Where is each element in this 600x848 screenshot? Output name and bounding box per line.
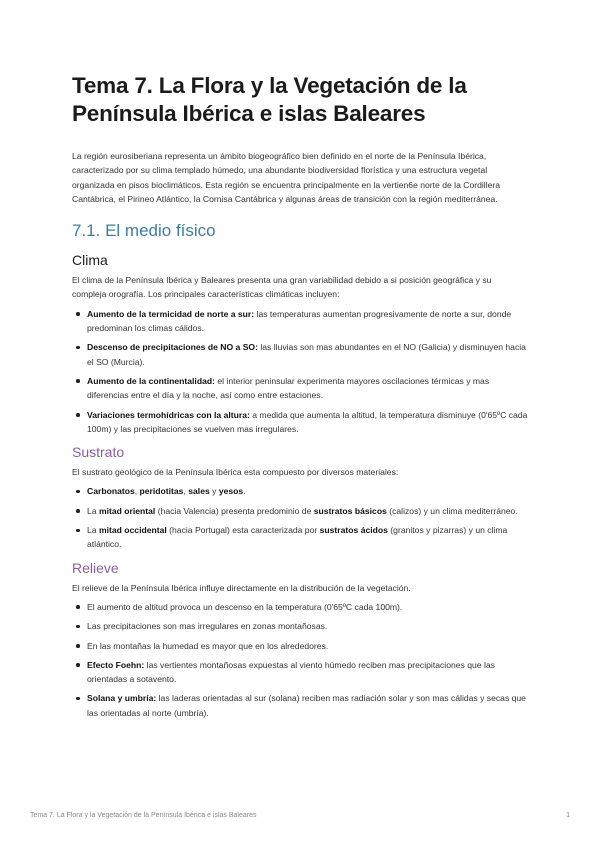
list-item (72, 307, 528, 336)
list-item-text: (hacia Valencia) presenta predominio de (155, 505, 314, 516)
list-item-bold: Solana y umbría: (87, 693, 157, 704)
section-heading: 7.1. El medio físico (72, 221, 216, 241)
list-item-text: , (183, 486, 189, 497)
list-item (72, 340, 528, 369)
list-item-text: , (134, 486, 140, 497)
list-item-text: La (87, 505, 99, 516)
list-item-text: a medida que aumenta la altitud, la temperatura disminuye (0'65ºC cada 100m) y las precipitaciones se vuelven mas irregulares. (87, 409, 528, 434)
page-footer (30, 812, 570, 819)
list-item-text: las temperaturas aumentan progresivamente de norte a sur, donde predominan los climas cálidos. (87, 308, 512, 334)
clima-paragraph: El clima de la Península Ibérica y Baleares presenta una gran variabilidad debido a si posición geográfica y su compleja orografía. Los principales características climáticas incluyen: (72, 275, 492, 300)
document-page (72, 72, 528, 725)
relieve-list (72, 600, 528, 720)
list-item-text: y (209, 486, 219, 497)
list-item-bold: Efecto Foehn: (87, 659, 145, 670)
sustrato-heading: Sustrato (72, 444, 125, 461)
list-item: En las montañas la humedad es mayor que en los alrededores. (72, 639, 528, 653)
list-item (72, 691, 528, 720)
list-item-bold: sustratos básicos (313, 505, 387, 516)
list-item (72, 374, 528, 403)
list-item-text: La (87, 525, 99, 536)
relieve-paragraph: El relieve de la Península Ibérica influye directamente en la distribución de la vegetación. (72, 582, 411, 593)
list-item: El aumento de altitud provoca un descenso en la temperatura (0'65ºC cada 100m). (72, 600, 528, 614)
list-item-text: las vertientes montañosas expuestas al viento húmedo reciben mas precipitaciones que las orientadas a sotavento. (87, 659, 495, 685)
list-item (72, 484, 528, 498)
list-item-bold: Aumento de la continentalidad: (87, 375, 215, 386)
list-item-text: (calizos) y un clima mediterráneo. (386, 505, 518, 516)
list-item-bold: sustratos ácidos (319, 525, 388, 536)
list-item-bold: peridotitas (139, 486, 184, 497)
list-item-bold: Descenso de precipitaciones de NO a SO: (87, 342, 258, 353)
list-item: Las precipitaciones son mas irregulares en zonas montañosas. (72, 619, 528, 633)
list-item (72, 504, 528, 518)
list-item (72, 408, 528, 437)
list-item-text: las lluvias son mas abundantes en el NO (Galicia) y disminuyen hacia el SO (Murcia). (87, 342, 526, 367)
relieve-heading: Relieve (72, 559, 119, 576)
sustrato-paragraph: El sustrato geológico de la Península Ibérica esta compuesto por diversos materiales: (72, 467, 399, 478)
list-item-text: (hacia Portugal) esta caracterizada por (166, 525, 320, 536)
footer-title: Tema 7. La Flora y la Vegetación de la Península Ibérica e islas Baleares (30, 812, 257, 819)
clima-list (72, 307, 528, 436)
list-item-bold: mitad oriental (98, 505, 156, 516)
list-item-bold: Aumento de la termicidad de norte a sur: (87, 308, 255, 319)
list-item-bold: sales (188, 486, 210, 497)
intro-paragraph: La región eurosiberiana representa un ámbito biogeográfico bien definido en el norte de la Península Ibérica, caracterizado por su clima templado húmedo, una abundante biodiversidad florística y una estructura vegetal organizada en pisos bioclimáticos. Esta región se encuentra principalmente en la vertien6e norte de la Cordillera Cantábrica, el Pirineo Atlántico, la Cornisa Cantábrica y algunas áreas de transición con la región mediterránea. (72, 151, 501, 204)
page-number: 1 (566, 812, 570, 819)
list-item-text: el interior peninsular experimenta mayores oscilaciones térmicas y mas diferencias entre el día y la noche, así como entre estaciones. (87, 375, 490, 401)
document-title: Tema 7. La Flora y la Vegetación de la Península Ibérica e islas Baleares (72, 73, 467, 126)
list-item-bold: yesos (218, 486, 244, 497)
list-item-text: (granitos y pizarras) y un clima atlántico. (87, 525, 508, 550)
sustrato-list (72, 484, 528, 551)
list-item-text: . (243, 486, 246, 497)
list-item-bold: Carbonatos (87, 486, 135, 497)
list-item (72, 523, 528, 552)
list-item-bold: mitad occidental (98, 525, 167, 536)
list-item-bold: Variaciones termohídricas con la altura: (87, 409, 250, 420)
clima-heading: Clima (72, 252, 108, 269)
list-item-text: las laderas orientadas al sur (solana) reciben mas radiación solar y son mas cálidas y secas que las orientadas al norte (umbría). (87, 693, 526, 718)
list-item (72, 658, 528, 687)
